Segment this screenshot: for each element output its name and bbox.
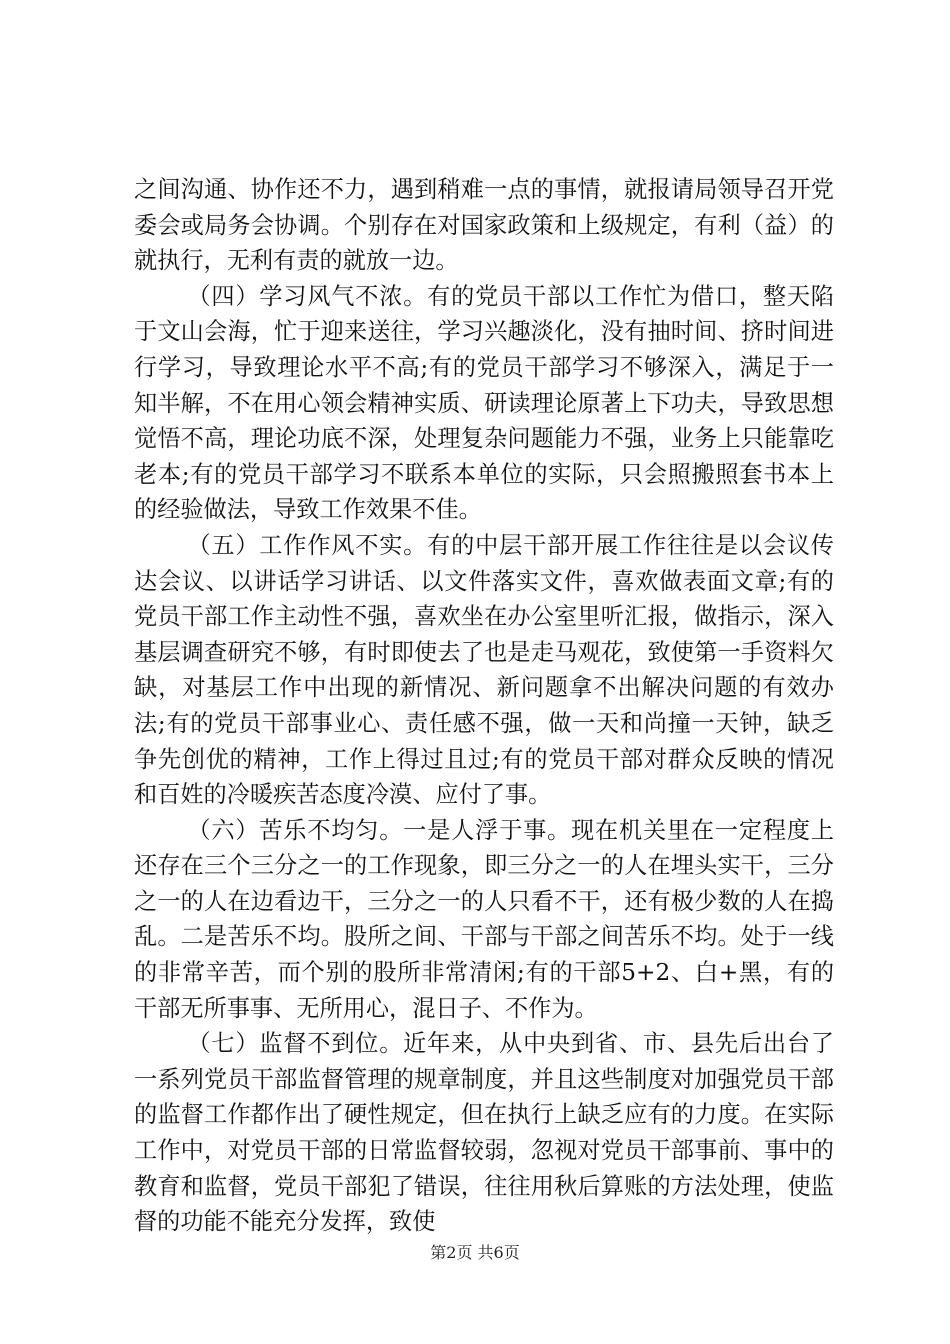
page-number-label: 第2页 共6页 [430,1243,520,1262]
paragraph-section-7-supervision: （七）监督不到位。近年来，从中央到省、市、县先后出台了一系列党员干部监督管理的规章制度，并且这些制度对加强党员干部的监督工作都作出了硬性规定，但在执行上缺乏应有的力度。在实际工作中，对党员干部的日常监督较弱，忽视对党员干部事前、事中的教育和监督，党员干部犯了错误，往往用秋后算账的方法处理，使监督的功能不能充分发挥，致使 [134,1030,834,1236]
paragraph-section-6-workload: （六）苦乐不均匀。一是人浮于事。现在机关里在一定程度上还存在三个三分之一的工作现象，即三分之一的人在埋头实干，三分之一的人在边看边干，三分之一的人只看不干，还有极少数的人在捣乱。二是苦乐不均。股所之间、干部与干部之间苦乐不均。处于一线的非常辛苦，而个别的股所非常清闲;有的干部5+2、白+黑，有的干部无所事事、无所用心，混日子、不作为。 [134,816,834,1022]
paragraph-section-5-work-style: （五）工作作风不实。有的中层干部开展工作往往是以会议传达会议、以讲话学习讲话、以文件落实文件，喜欢做表面文章;有的党员干部工作主动性不强，喜欢坐在办公室里听汇报，做指示，深入基层调查研究不够，有时即使去了也是走马观花，致使第一手资料欠缺，对基层工作中出现的新情况、新问题拿不出解决问题的有效办法;有的党员干部事业心、责任感不强，做一天和尚撞一天钟，缺乏争先创优的精神，工作上得过且过;有的党员干部对群众反映的情况和百姓的冷暖疾苦态度冷漠、应付了事。 [134,531,834,809]
document-body [134,172,834,1240]
paragraph-section-4-study: （四）学习风气不浓。有的党员干部以工作忙为借口，整天陷于文山会海，忙于迎来送往，学习兴趣淡化，没有抽时间、挤时间进行学习，导致理论水平不高;有的党员干部学习不够深入，满足于一知半解，不在用心领会精神实质、研读理论原著上下功夫，导致思想觉悟不高，理论功底不深，处理复杂问题能力不强，业务上只能靠吃老本;有的党员干部学习不联系本单位的实际，只会照搬照套书本上的经验做法，导致工作效果不佳。 [134,282,834,524]
page-footer [0,1243,950,1263]
paragraph-continuation: 之间沟通、协作还不力，遇到稍难一点的事情，就报请局领导召开党委会或局务会协调。个别存在对国家政策和上级规定，有利（益）的就执行，无利有责的就放一边。 [134,176,834,275]
